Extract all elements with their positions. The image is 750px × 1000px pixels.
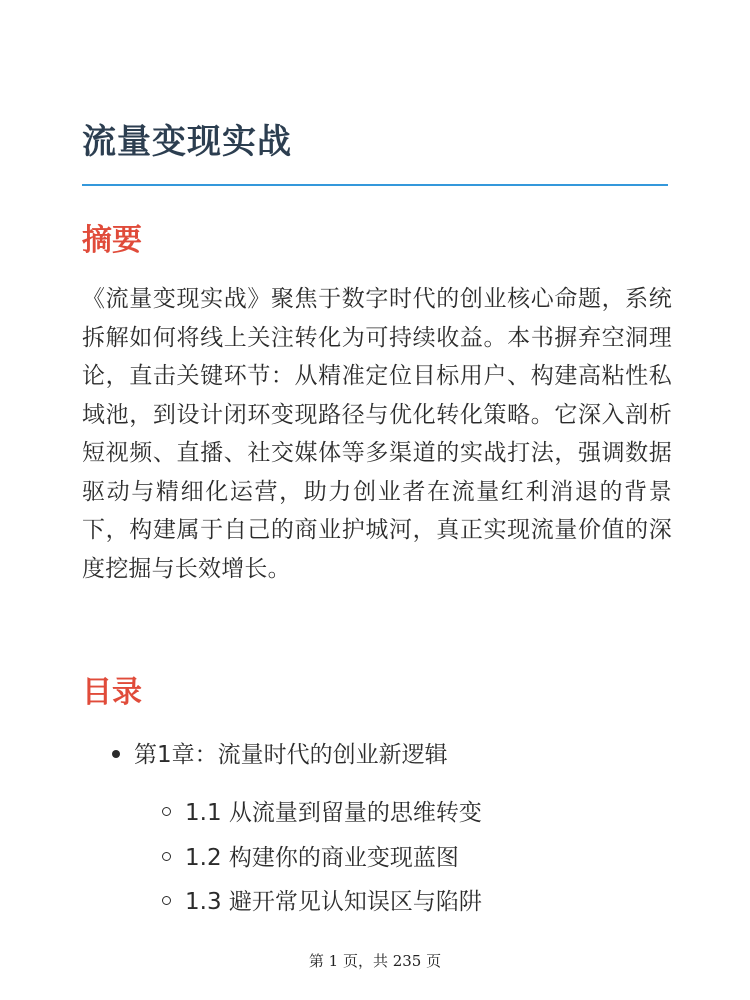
toc-section-item[interactable]	[162, 884, 612, 920]
toc-heading: 目录	[82, 675, 142, 710]
toc-section-label: 1.3 避开常见认知误区与陷阱	[185, 889, 482, 915]
bullet-disc-icon	[112, 750, 120, 758]
toc-section-item[interactable]	[162, 795, 612, 831]
summary-paragraph: 《流量变现实战》聚焦于数字时代的创业核心命题，系统拆解如何将线上关注转化为可持续收益。本书摒弃空洞理论，直击关键环节：从精准定位目标用户、构建高粘性私域池，到设计闭环变现路径与优化转化策略。它深入剖析短视频、直播、社交媒体等多渠道的实战打法，强调数据驱动与精细化运营，助力创业者在流量红利消退的背景下，构建属于自己的商业护城河，真正实现流量价值的深度挖掘与长效增长。	[82, 286, 672, 582]
summary-heading: 摘要	[82, 223, 142, 258]
document-title: 流量变现实战	[82, 122, 292, 162]
toc-chapter-item[interactable]	[112, 737, 612, 773]
toc-section-label: 1.2 构建你的商业变现蓝图	[185, 845, 459, 871]
title-divider	[82, 184, 668, 186]
toc-section-item[interactable]	[162, 840, 612, 876]
toc-section-label: 1.1 从流量到留量的思维转变	[185, 800, 482, 826]
bullet-circle-icon	[162, 807, 171, 816]
page-footer: 第 1 页，共 235 页	[308, 952, 442, 970]
bullet-circle-icon	[162, 896, 171, 905]
toc-chapter-label: 第1章：流量时代的创业新逻辑	[134, 742, 448, 768]
bullet-circle-icon	[162, 852, 171, 861]
